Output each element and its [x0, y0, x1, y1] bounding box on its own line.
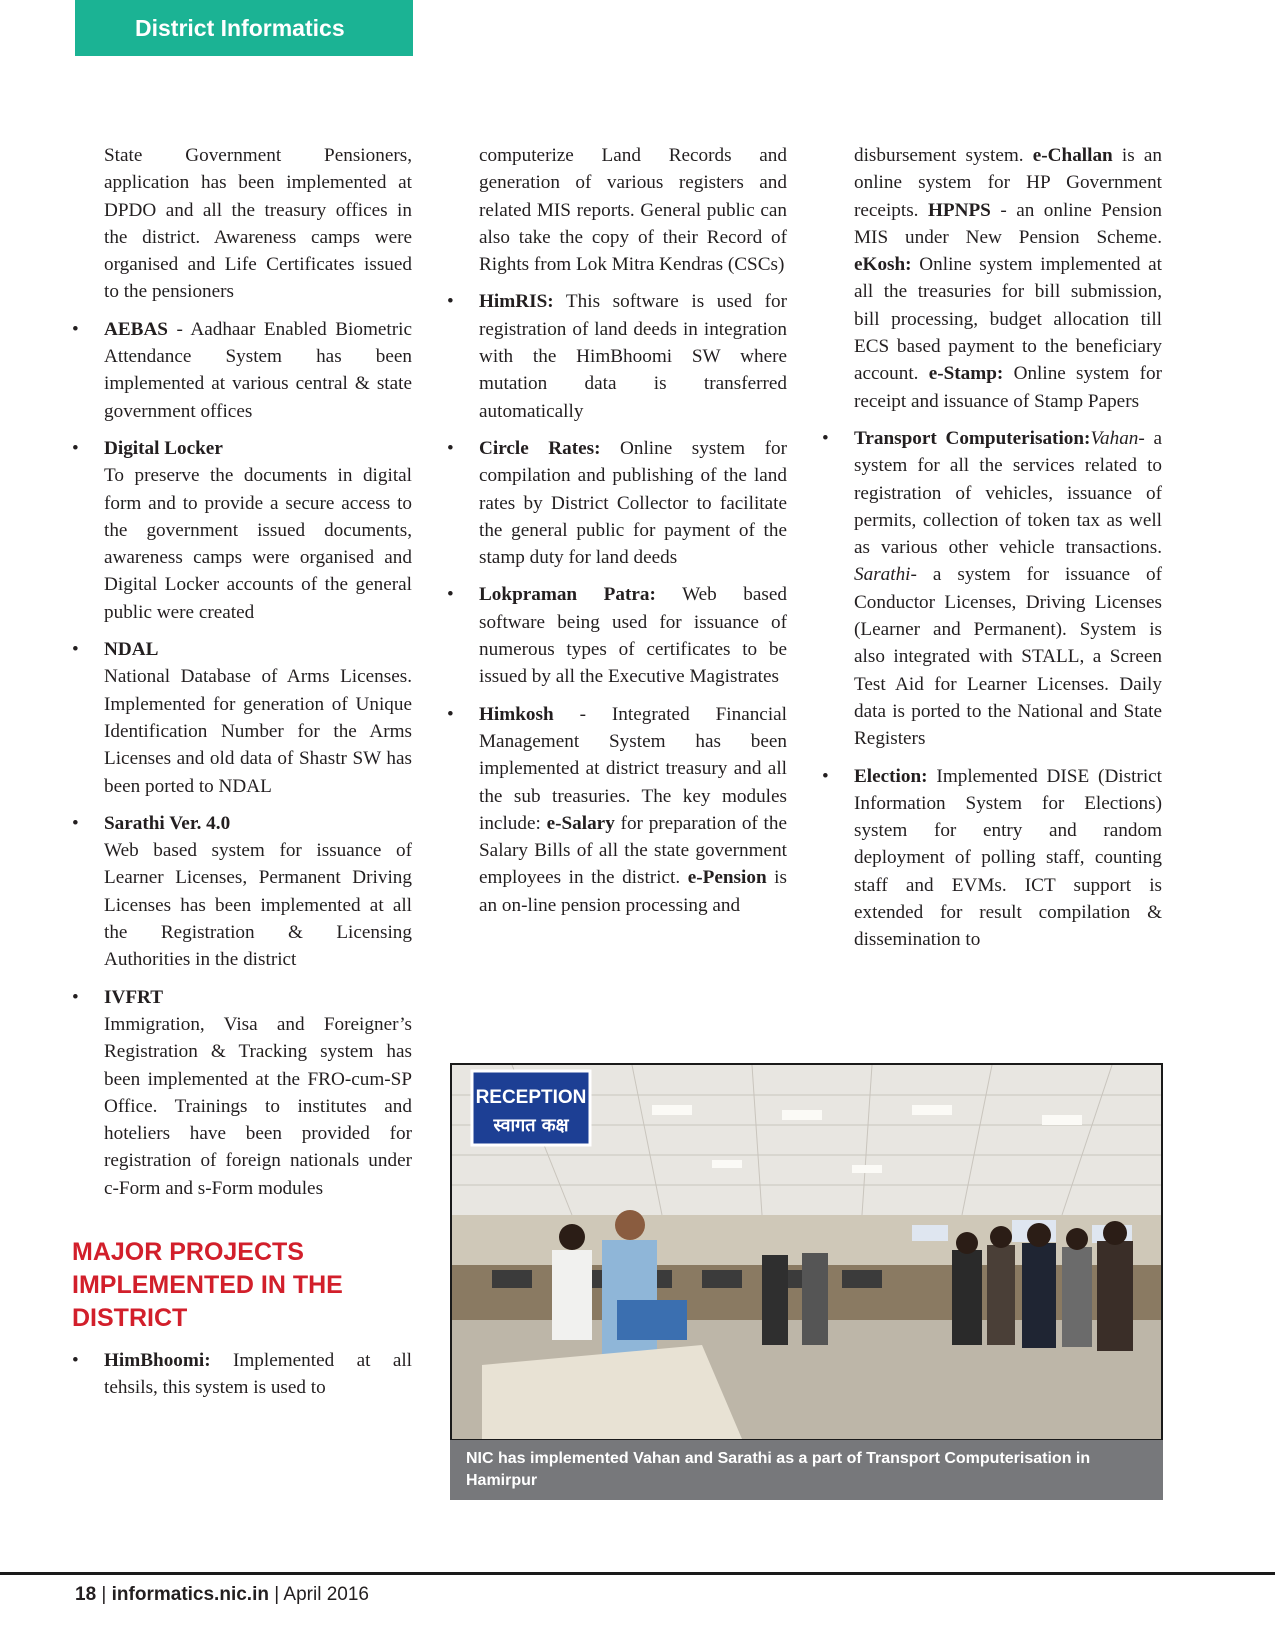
column-1-intro: State Government Pensioners, application has been implemented at DPDO and all the treasury offices in the district. Awareness camps were organised and Life Certificates issued to the pensioners — [104, 145, 412, 303]
footer: 18 | informatics.nic.in | April 2016 — [75, 1584, 369, 1605]
list-item-himris — [447, 288, 787, 424]
bullet-icon: • — [822, 765, 829, 787]
reception-photo — [450, 1063, 1163, 1441]
column-2-list — [447, 288, 787, 919]
item-title: Circle Rates: — [479, 437, 601, 459]
bullet-icon: • — [447, 291, 454, 313]
item-text: This software is used for registration of land deeds in integration with the HimBhoomi SW where mutation data is transferred automatically — [479, 291, 787, 422]
list-item-ivfrt — [72, 984, 412, 1202]
item-text: Online system for compilation and publishing of the land rates by District Collector to facilitate the general public for payment of the stamp duty for land deeds — [479, 437, 787, 569]
item-title: HimBhoomi: — [104, 1349, 211, 1371]
list-item-himbhoomi — [72, 1347, 412, 1402]
list-item-himkosh: • Himkosh - Integrated Financial Management System has been implemented at district treasury and all the sub treasuries. The key modules include: e-Salary for preparation of the Salary Bills of all the state government employees in the district. e-Pension is an on-line pension processing and — [447, 701, 787, 919]
item-text: To preserve the documents in digital form and to provide a secure access to the government issued documents, awareness camps were organised and Digital Locker accounts of the general public were created — [104, 465, 412, 623]
reception-sign-english: RECEPTION — [475, 1087, 587, 1108]
item-text: Implemented at all tehsils, this system is used to — [104, 1349, 412, 1399]
item-title: Digital Locker — [104, 437, 223, 459]
column-3 — [822, 142, 1162, 954]
bullet-icon: • — [72, 812, 79, 834]
section-heading: MAJOR PROJECTS IMPLEMENTED IN THE DISTRICT — [72, 1237, 343, 1332]
footer-divider — [0, 1572, 1275, 1575]
item-title: Election: — [854, 765, 928, 787]
item-title: Transport Computerisation: — [854, 427, 1091, 449]
bullet-icon: • — [72, 986, 79, 1008]
list-item-ndal — [72, 636, 412, 800]
item-text: Web based system for issuance of Learner Licenses, Permanent Driving Licenses has been implemented at all the Registration & Licensing Authorities in the district — [104, 840, 412, 971]
item-title: AEBAS — [104, 318, 168, 340]
bullet-icon: • — [822, 427, 829, 449]
item-text: Implemented DISE (District Information System for Elections) system for entry and random deployment of polling staff, counting staff and EVMs. ICT support is extended for result compilation & dissemination to — [854, 765, 1162, 951]
footer-date: April 2016 — [283, 1584, 369, 1605]
bullet-icon: • — [72, 318, 79, 340]
footer-site: informatics.nic.in — [111, 1584, 269, 1605]
item-title: Himkosh — [479, 703, 554, 725]
list-item-digital-locker — [72, 435, 412, 626]
column-2 — [447, 142, 787, 919]
projects-list — [72, 1347, 412, 1402]
bullet-icon: • — [72, 639, 79, 661]
list-item-election — [822, 763, 1162, 954]
list-item-sarathi — [72, 810, 412, 974]
bullet-icon: • — [447, 703, 454, 725]
list-item-circle-rates — [447, 435, 787, 571]
item-text: Aadhaar Enabled Biometric Attendance System has been implemented at various central & state government offices — [104, 318, 412, 422]
item-text: Immigration, Visa and Foreigner’s Registration & Tracking system has been implemented at the FRO-cum-SP Office. Trainings to institutes and hoteliers have been provided for registration of foreign nationals under c-Form and s-Form modules — [104, 1013, 412, 1199]
column-1 — [72, 142, 412, 1402]
bullet-icon: • — [72, 437, 79, 459]
section-header-tab — [75, 0, 413, 56]
list-item-lokpraman-patra — [447, 581, 787, 690]
reception-sign-hindi: स्वागत कक्ष — [493, 1115, 569, 1136]
column-3-list — [822, 425, 1162, 954]
item-title: IVFRT — [104, 986, 164, 1008]
item-title: HimRIS: — [479, 291, 554, 313]
column-1-list — [72, 316, 412, 1202]
list-item-transport: • Transport Computerisation:Vahan- a system for all the services related to registration of vehicles, issuance of permits, collection of token tax as well as various other vehicle transactions. Sarathi- a system for issuance of Conductor Licenses, Driving Licenses (Learner and Permanent). System is also integrated with STALL, a Screen Test Aid for Learner Licenses. Daily data is ported to the National and State Registers — [822, 425, 1162, 753]
column-2-intro: computerize Land Records and generation of various registers and related MIS reports. General public can also take the copy of their Record of Rights from Lok Mitra Kendras (CSCs) — [479, 145, 787, 276]
item-text: National Database of Arms Licenses. Implemented for generation of Unique Identification Number for the Arms Licenses and old data of Shastr SW has been ported to NDAL — [104, 666, 412, 797]
section-title: District Informatics — [135, 15, 345, 41]
page-number: 18 — [75, 1584, 97, 1605]
item-text: Web based software being used for issuance of numerous types of certificates to be issued by all the Executive Magistrates — [479, 584, 787, 688]
item-title: NDAL — [104, 639, 159, 661]
column-3-intro: disbursement system. e-Challan is an online system for HP Government receipts. HPNPS - an online Pension MIS under New Pension Scheme. eKosh: Online system implemented at all the treasuries for bill submission, bill processing, budget allocation till ECS based payment to the beneficiary account. e-Stamp: Online system for receipt and issuance of Stamp Papers — [854, 145, 1162, 412]
list-item-aebas: • AEBAS - Aadhaar Enabled Biometric Attendance System has been implemented at various central & state government offices — [72, 316, 412, 425]
item-title: Sarathi Ver. 4.0 — [104, 812, 231, 834]
bullet-icon: • — [72, 1349, 79, 1371]
photo-caption: NIC has implemented Vahan and Sarathi as a part of Transport Computerisation in Hamirpur — [450, 1440, 1163, 1500]
item-title: Lokpraman Patra: — [479, 584, 656, 606]
bullet-icon: • — [447, 584, 454, 606]
bullet-icon: • — [447, 437, 454, 459]
